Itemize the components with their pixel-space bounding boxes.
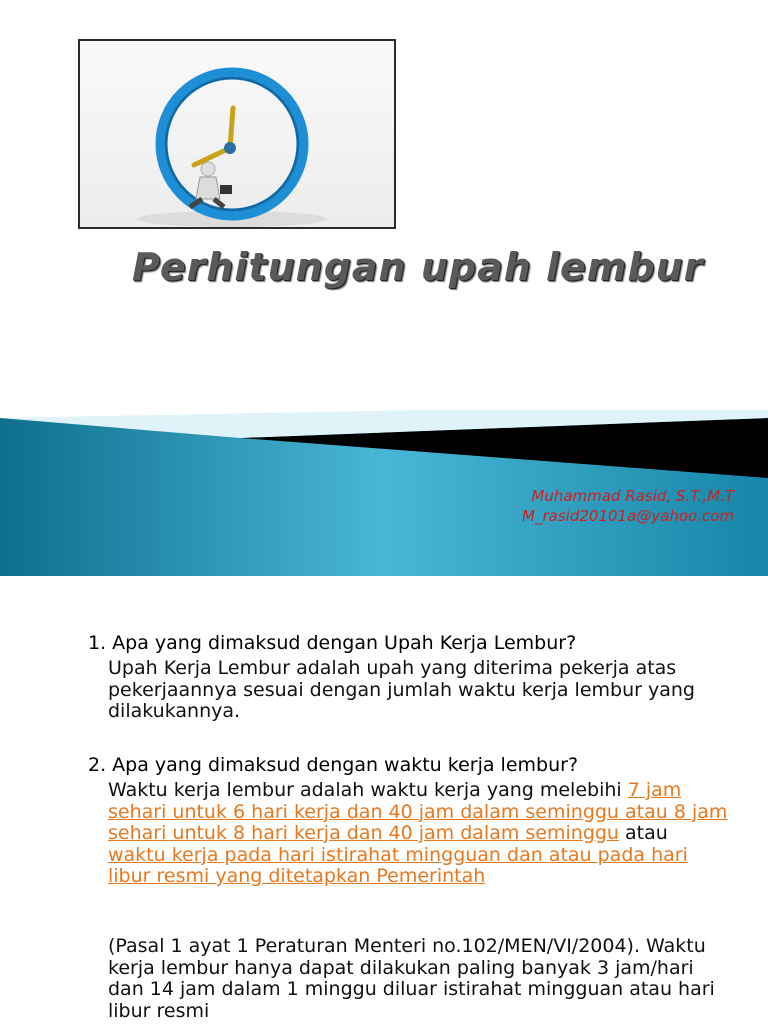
author-name: Muhammad Rasid, S.T.,M.T xyxy=(531,487,734,505)
answer-1-text: Upah Kerja Lembur adalah upah yang diterima pekerja atas pekerjaannya sesuai dengan jumlah waktu kerja lembur yang dilakukannya. xyxy=(108,657,695,722)
author-block xyxy=(522,486,734,526)
content-slide xyxy=(0,576,768,1024)
regulation-text: (Pasal 1 ayat 1 Peraturan Menteri no.102/MEN/VI/2004). Waktu kerja lembur hanya dapat dilakukan paling banyak 3 jam/hari dan 14 jam dalam 1 minggu diluar istirahat mingguan atau hari libur resmi xyxy=(108,935,715,1022)
answer-2-mid: atau xyxy=(618,822,668,844)
question-1: 1. Apa yang dimaksud dengan Upah Kerja Lembur? xyxy=(88,632,577,654)
regulation-note xyxy=(108,936,728,1022)
answer-1 xyxy=(108,658,728,723)
question-2: 2. Apa yang dimaksud dengan waktu kerja lembur? xyxy=(88,754,579,776)
working-hours-link[interactable]: 7 jam sehari untuk 6 hari kerja dan 40 jam dalam seminggu atau 8 jam sehari untuk 8 hari kerja dan 40 jam dalam seminggu xyxy=(108,779,728,844)
clock-illustration xyxy=(78,39,396,229)
answer-2-intro: Waktu kerja lembur adalah waktu kerja yang melebihi xyxy=(108,779,628,801)
author-email[interactable]: M_rasid20101a@yahoo.com xyxy=(522,507,734,525)
answer-2 xyxy=(108,780,728,888)
clock-businessman-icon xyxy=(80,41,394,227)
rest-day-link[interactable]: waktu kerja pada hari istirahat mingguan dan atau pada hari libur resmi yang ditetapkan Pemerintah xyxy=(108,843,688,887)
slide-title: Perhitungan upah lembur xyxy=(132,245,704,289)
